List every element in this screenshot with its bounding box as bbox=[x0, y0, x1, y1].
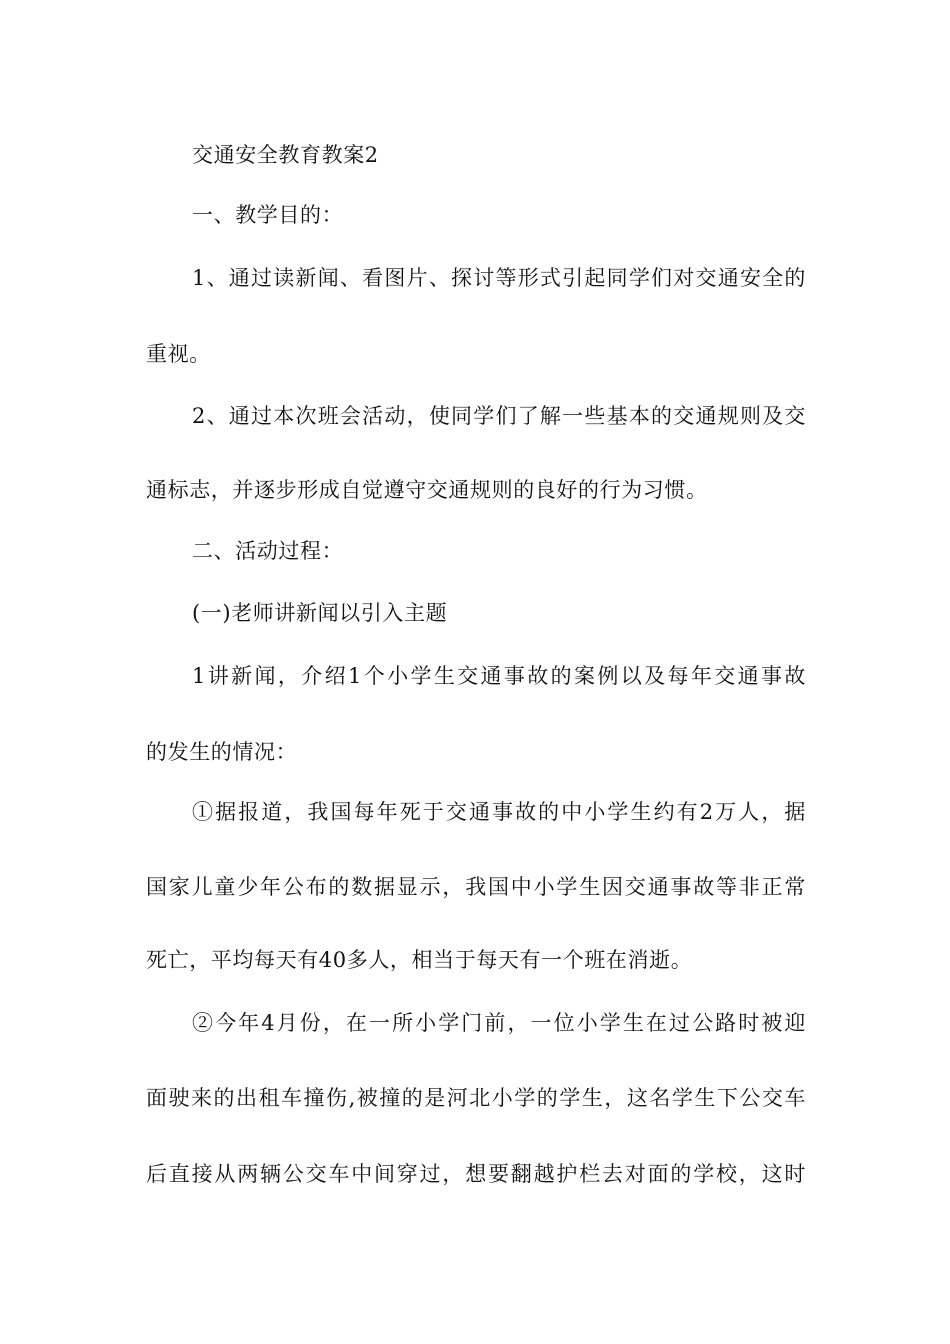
section-heading-objectives: 一、教学目的： bbox=[192, 203, 344, 227]
section-heading-process: 二、活动过程： bbox=[192, 539, 344, 563]
paragraph-4-line-2: 国家儿童少年公布的数据显示，我国中小学生因交通事故等非正常 bbox=[146, 875, 806, 899]
paragraph-5-line-1: ②今年4月份，在一所小学门前，一位小学生在过公路时被迎 bbox=[192, 1011, 806, 1035]
paragraph-1-line-1: 1、通过读新闻、看图片、探讨等形式引起同学们对交通安全的 bbox=[192, 266, 806, 290]
paragraph-2-line-2: 通标志，并逐步形成自觉遵守交通规则的良好的行为习惯。 bbox=[146, 478, 708, 502]
paragraph-4-line-3: 死亡，平均每天有40多人，相当于每天有一个班在消逝。 bbox=[146, 948, 693, 972]
paragraph-5-line-3: 后直接从两辆公交车中间穿过，想要翻越护栏去对面的学校，这时 bbox=[146, 1162, 806, 1186]
paragraph-2-line-1: 2、通过本次班会活动，使同学们了解一些基本的交通规则及交 bbox=[192, 404, 806, 428]
paragraph-1-line-2: 重视。 bbox=[146, 342, 211, 366]
sub-heading-news: (一)老师讲新闻以引入主题 bbox=[192, 601, 448, 625]
document-title: 交通安全教育教案2 bbox=[192, 143, 379, 167]
paragraph-3-line-1: 1讲新闻，介绍1个小学生交通事故的案例以及每年交通事故 bbox=[192, 664, 806, 688]
paragraph-5-line-2: 面驶来的出租车撞伤,被撞的是河北小学的学生，这名学生下公交车 bbox=[146, 1086, 806, 1110]
paragraph-3-line-2: 的发生的情况： bbox=[146, 740, 298, 764]
paragraph-4-line-1: ①据报道，我国每年死于交通事故的中小学生约有2万人，据 bbox=[192, 800, 806, 824]
